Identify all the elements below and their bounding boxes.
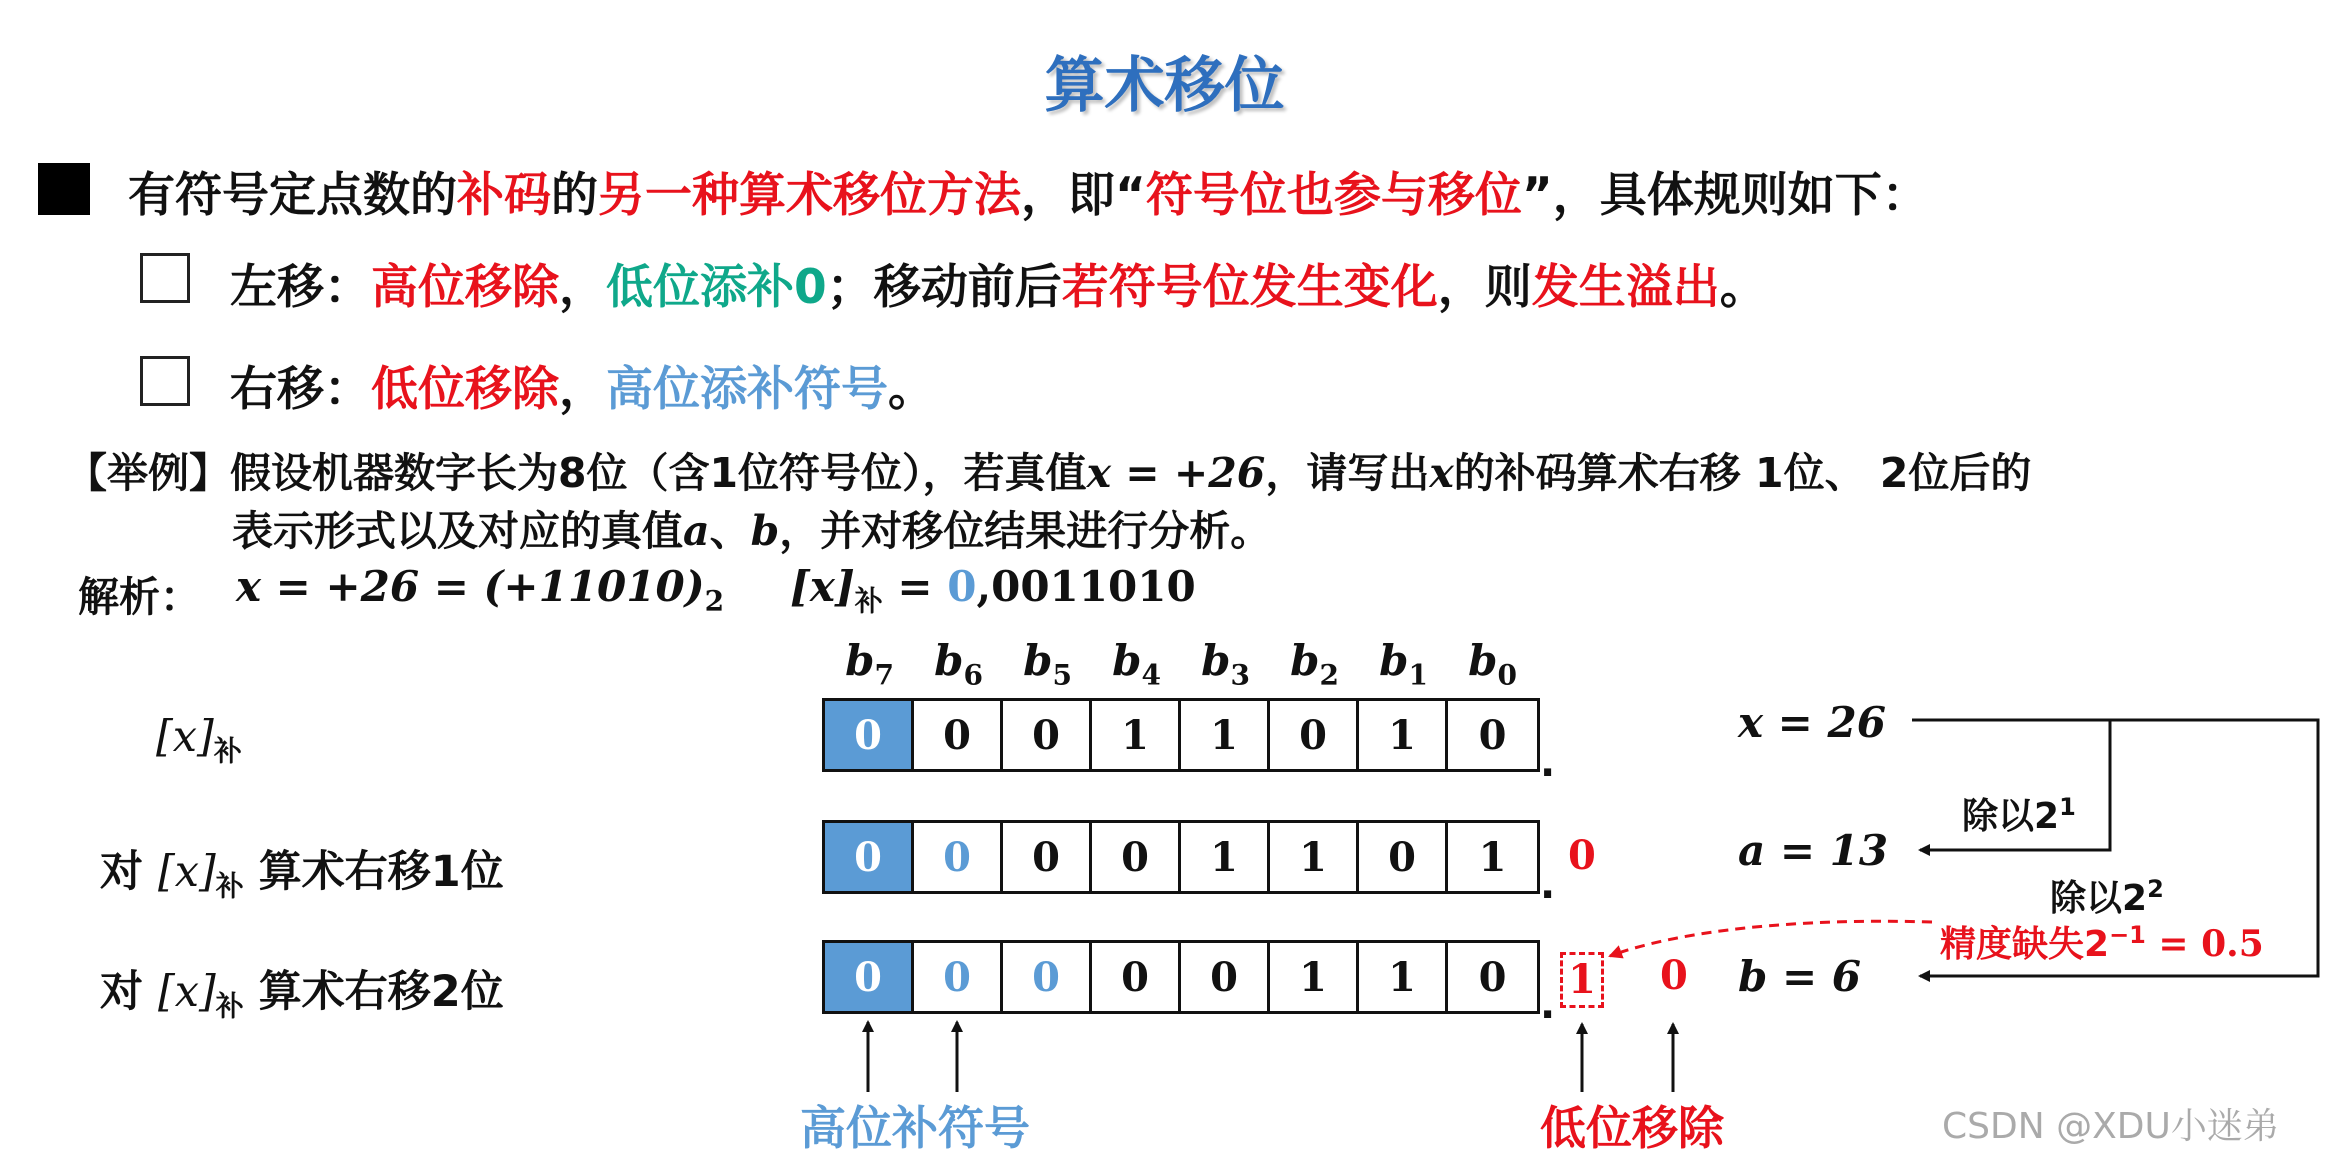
page-title: 算术移位 <box>1044 51 1285 121</box>
bit-cell: 0 <box>1181 943 1270 1011</box>
rule-text: 。 <box>1719 260 1767 315</box>
note-exp: 2 <box>2147 875 2164 903</box>
sign-bit-cell: 0 <box>825 701 914 769</box>
binary-point: . <box>1540 740 1556 786</box>
rule-emph: 若符号位发生变化 <box>1061 260 1438 315</box>
analysis-eq2-sign: 0 <box>947 562 977 611</box>
row-label-x: [x] <box>157 847 216 897</box>
rule-emph-green: 低位添补0 <box>606 260 827 315</box>
bit-cell: 0 <box>914 823 1003 891</box>
intro-emph-complement: 补码 <box>457 168 551 223</box>
arrow-precision-loss <box>1610 921 1932 956</box>
row-label-text: 算术右移1位 <box>243 847 504 897</box>
shifted-out-bit: 0 <box>1660 952 1688 999</box>
arrow-x-to-b <box>1920 720 2318 976</box>
example-text: ，并对移位结果进行分析。 <box>779 507 1272 555</box>
note-text: 除以2 <box>2050 878 2148 919</box>
bit-cell: 0 <box>914 701 1003 769</box>
bit-cell: 0 <box>1003 823 1092 891</box>
row-label-text: 对 <box>100 967 158 1017</box>
bit-cell: 1 <box>1092 701 1181 769</box>
example-text: 的补码算术右移 1位、 2位后的 <box>1453 449 2032 497</box>
note-exp: 1 <box>2059 793 2076 821</box>
intro-text: ”，具体规则如下： <box>1521 168 1929 223</box>
note-exp: −1 <box>2109 921 2146 949</box>
binary-point: . <box>1540 982 1556 1028</box>
sign-bit-cell: 0 <box>825 943 914 1011</box>
analysis-eq1-text: x = +26 = (+11010) <box>236 562 705 611</box>
analysis-eq2-rest: ,0011010 <box>976 562 1196 611</box>
rule-text: 左移： <box>230 260 371 315</box>
watermark: CSDN @XDU小迷弟 <box>1942 1106 2279 1147</box>
example-math: x = +26 <box>1086 449 1266 497</box>
rule-text: ， <box>559 362 606 417</box>
value-b: b = 6 <box>1738 952 1862 1001</box>
rule-text: 右移： <box>230 362 371 417</box>
row-label-sub: 补 <box>215 869 244 903</box>
bit-header-letter: b <box>934 636 964 685</box>
bit-header-index: 4 <box>1141 658 1161 692</box>
analysis-eq2-eq: = <box>882 562 948 611</box>
bit-header-index: 3 <box>1230 658 1250 692</box>
sign-bit-cell: 0 <box>825 823 914 891</box>
bit-cell: 0 <box>1003 701 1092 769</box>
intro-text: 的 <box>551 168 598 223</box>
example-var-x: x <box>1429 449 1454 497</box>
example-var-a: a <box>683 507 710 555</box>
bit-cell: 1 <box>1181 823 1270 891</box>
rule-emph: 低位移除 <box>371 362 559 417</box>
row-label-sub: 补 <box>213 734 242 768</box>
bit-header-letter: b <box>1379 636 1409 685</box>
bit-cell: 0 <box>1359 823 1448 891</box>
bit-header-index: 0 <box>1497 658 1517 692</box>
label-high-fill-sign: 高位补符号 <box>800 1101 1030 1155</box>
arrow-x-to-a <box>1912 720 2110 850</box>
analysis-eq2-x: [x] <box>790 562 855 611</box>
rule-text: ，则 <box>1437 260 1532 315</box>
intro-emph-method: 另一种算术移位方法 <box>598 168 1021 223</box>
row-label-text: 对 <box>100 847 158 897</box>
bit-cell: 0 <box>1478 953 1507 1001</box>
bit-header-index: 1 <box>1408 658 1428 692</box>
example-text: ，请写出 <box>1265 449 1430 497</box>
bit-header-letter: b <box>1290 636 1320 685</box>
note-text: 精度缺失2 <box>1940 924 2110 965</box>
bit-cell: 1 <box>1359 701 1448 769</box>
note-value: = 0.5 <box>2145 923 2264 965</box>
rule-text: ；移动前后 <box>826 260 1062 315</box>
example-text: 、 <box>709 507 751 555</box>
example-tag: 【举例】 <box>66 449 230 497</box>
bit-header-letter: b <box>845 636 875 685</box>
row-label-text: 算术右移2位 <box>243 967 504 1017</box>
example-var-b: b <box>750 507 780 555</box>
bit-cell: 0 <box>1003 943 1092 1011</box>
bit-cell: 1 <box>1359 943 1448 1011</box>
bit-cell: 0 <box>914 943 1003 1011</box>
bit-header-letter: b <box>1112 636 1142 685</box>
bit-header-index: 6 <box>963 658 983 692</box>
example-text: 表示形式以及对应的真值 <box>232 507 683 555</box>
rule-emph: 发生溢出 <box>1531 260 1720 315</box>
bit-cell: 1 <box>1270 823 1359 891</box>
bit-header-letter: b <box>1023 636 1053 685</box>
bit-cell: 1 <box>1181 701 1270 769</box>
bit-header-index: 2 <box>1319 658 1339 692</box>
bit-cell: 0 <box>1478 711 1507 759</box>
bit-header-letter: b <box>1468 636 1498 685</box>
shifted-out-bit: 0 <box>1568 832 1596 879</box>
bit-header-letter: b <box>1201 636 1231 685</box>
intro-text: 有符号定点数的 <box>128 168 457 223</box>
intro-text: ，即“ <box>1021 168 1146 223</box>
rule-emph: 高位移除 <box>371 260 559 315</box>
bit-cell: 0 <box>1092 943 1181 1011</box>
example-text: 假设机器数字长为8位（含1位符号位），若真值 <box>230 449 1087 497</box>
row-label-x: [x] <box>156 712 214 762</box>
bit-header-index: 7 <box>874 658 894 692</box>
analysis-eq2-sub: 补 <box>854 584 883 618</box>
bit-cell: 1 <box>1478 833 1507 881</box>
value-x: x = 26 <box>1738 698 1886 747</box>
intro-emph-sign: 符号位也参与移位 <box>1145 168 1522 223</box>
analysis-eq1-sub: 2 <box>704 584 725 618</box>
bit-cell: 0 <box>1270 701 1359 769</box>
row-label-x: [x] <box>157 967 216 1017</box>
analysis-label: 解析： <box>78 573 201 621</box>
value-a: a = 13 <box>1738 826 1889 875</box>
rule-emph-blue: 高位添补符号 <box>606 362 888 417</box>
shifted-out-bit: 1 <box>1568 956 1596 1003</box>
bit-header-index: 5 <box>1052 658 1072 692</box>
rule-text: ， <box>559 260 606 315</box>
note-text: 除以2 <box>1962 796 2060 837</box>
bit-cell: 0 <box>1092 823 1181 891</box>
label-low-removed: 低位移除 <box>1540 1101 1724 1155</box>
row-label-sub: 补 <box>215 989 244 1023</box>
binary-point: . <box>1540 862 1556 908</box>
bit-cell: 1 <box>1270 943 1359 1011</box>
rule-text: 。 <box>888 362 935 417</box>
